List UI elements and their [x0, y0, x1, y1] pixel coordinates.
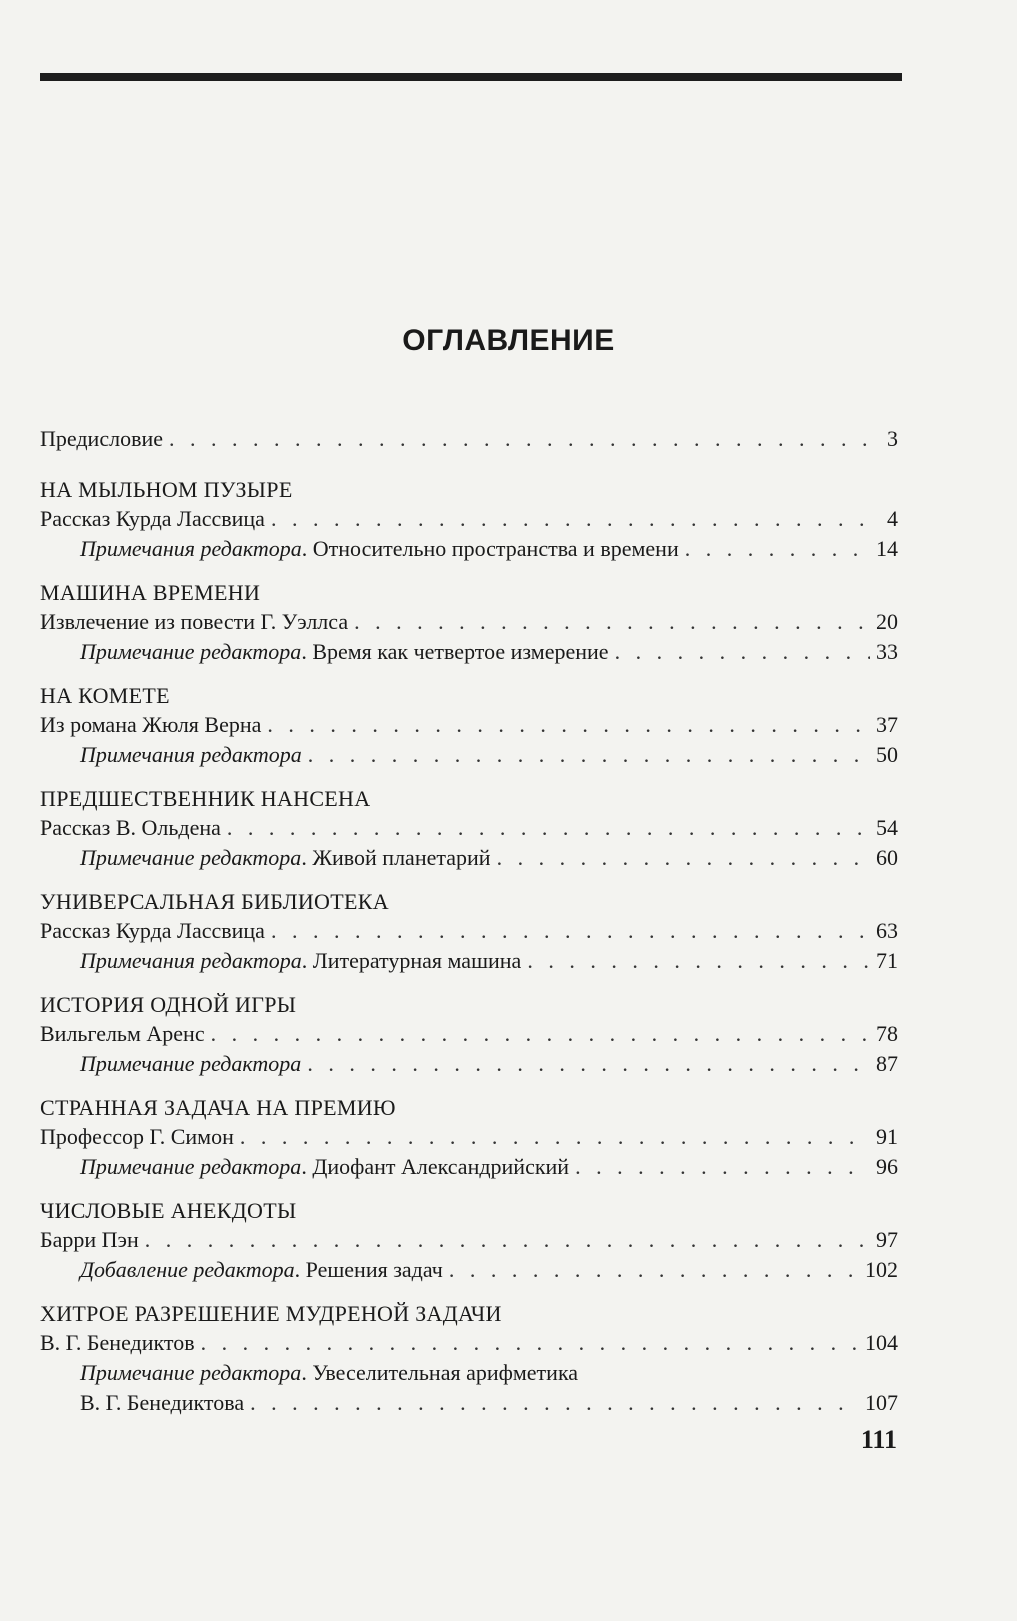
- entry-title: Из романа Жюля Верна: [40, 712, 262, 737]
- dot-leader: [201, 1328, 859, 1358]
- entry-title: Вильгельм Аренс: [40, 1021, 205, 1046]
- entry-page: 102: [865, 1257, 898, 1282]
- note-title: Решения задач: [305, 1257, 443, 1282]
- entry-title: Извлечение из повести Г. Уэллса: [40, 609, 349, 634]
- toc-entry-note[interactable]: [40, 740, 898, 770]
- dot-leader: [145, 1225, 870, 1255]
- section-heading[interactable]: СТРАННАЯ ЗАДАЧА НА ПРЕМИЮ: [40, 1095, 396, 1120]
- entry-page: 97: [876, 1227, 898, 1252]
- editor-note-label: Примечания редактора: [80, 536, 302, 561]
- dot-leader: [575, 1152, 870, 1182]
- toc-entry[interactable]: [40, 607, 898, 637]
- toc-entry-preface[interactable]: [40, 424, 898, 454]
- entry-page: 14: [876, 536, 898, 561]
- note-title: Увеселительная арифметика: [312, 1360, 579, 1385]
- entry-title: [80, 843, 491, 873]
- entry-title: [80, 1049, 301, 1079]
- entry-title: В. Г. Бенедиктова: [80, 1390, 245, 1415]
- editor-note-label: Добавление редактора: [80, 1257, 295, 1282]
- entry-title: [80, 534, 679, 564]
- note-separator: .: [294, 1257, 306, 1282]
- dot-leader: [527, 946, 870, 976]
- section-heading[interactable]: НА МЫЛЬНОМ ПУЗЫРЕ: [40, 477, 293, 502]
- entry-title: [80, 946, 521, 976]
- note-title: Относительно пространства и времени: [312, 536, 679, 561]
- toc-entry[interactable]: [40, 916, 898, 946]
- toc-entry-note[interactable]: [40, 1358, 898, 1388]
- section-heading[interactable]: ПРЕДШЕСТВЕННИК НАНСЕНА: [40, 786, 371, 811]
- dot-leader: [497, 843, 870, 873]
- entry-page: 33: [876, 639, 898, 664]
- editor-note-label: Примечания редактора: [80, 742, 302, 767]
- dot-leader: [271, 916, 870, 946]
- section-heading[interactable]: МАШИНА ВРЕМЕНИ: [40, 580, 261, 605]
- editor-note-label: Примечание редактора: [80, 1154, 302, 1179]
- entry-title: Профессор Г. Симон: [40, 1124, 234, 1149]
- entry-page: 60: [876, 845, 898, 870]
- section-heading[interactable]: ИСТОРИЯ ОДНОЙ ИГРЫ: [40, 992, 297, 1017]
- note-title: Диофант Александрийский: [312, 1154, 570, 1179]
- dot-leader: [271, 504, 872, 534]
- dot-leader: [211, 1019, 870, 1049]
- note-separator: .: [301, 1360, 313, 1385]
- editor-note-label: Примечание редактора: [80, 1051, 302, 1076]
- section-heading[interactable]: ЧИСЛОВЫЕ АНЕКДОТЫ: [40, 1198, 297, 1223]
- entry-page: 87: [876, 1051, 898, 1076]
- toc-sections: [40, 476, 898, 1418]
- entry-page: 71: [876, 948, 898, 973]
- entry-title: В. Г. Бенедиктов: [40, 1330, 195, 1355]
- dot-leader: [685, 534, 870, 564]
- top-rule: [40, 73, 902, 81]
- entry-page: 37: [876, 712, 898, 737]
- section-heading[interactable]: ХИТРОЕ РАЗРЕШЕНИЕ МУДРЕНОЙ ЗАДАЧИ: [40, 1301, 502, 1326]
- entry-title: Рассказ Курда Лассвица: [40, 506, 265, 531]
- entry-page: 3: [887, 426, 898, 451]
- entry-page: 78: [876, 1021, 898, 1046]
- note-title: Литературная машина: [312, 948, 522, 973]
- entry-page: 63: [876, 918, 898, 943]
- dot-leader: [227, 813, 870, 843]
- entry-title: [80, 1358, 578, 1388]
- dot-leader: [267, 710, 870, 740]
- page-number: 111: [860, 1425, 897, 1454]
- entry-title: Рассказ В. Ольдена: [40, 815, 221, 840]
- note-separator: .: [301, 845, 313, 870]
- section-heading[interactable]: НА КОМЕТЕ: [40, 683, 170, 708]
- toc-entry[interactable]: [40, 1122, 898, 1152]
- page-title: ОГЛАВЛЕНИЕ: [402, 324, 615, 357]
- entry-title: [80, 1255, 443, 1285]
- entry-title: Барри Пэн: [40, 1227, 139, 1252]
- editor-note-label: Примечание редактора: [80, 639, 302, 664]
- toc-entry-note[interactable]: [40, 637, 898, 667]
- note-separator: .: [301, 536, 313, 561]
- dot-leader: [615, 637, 870, 667]
- entry-title: [80, 1152, 569, 1182]
- toc-entry[interactable]: [40, 504, 898, 534]
- toc-entry-note[interactable]: [40, 1049, 898, 1079]
- entry-page: 20: [876, 609, 898, 634]
- entry-title: Предисловие: [40, 426, 163, 451]
- toc-entry[interactable]: [40, 1328, 898, 1358]
- dot-leader: [449, 1255, 859, 1285]
- toc-entry[interactable]: [40, 710, 898, 740]
- entry-page: 91: [876, 1124, 898, 1149]
- entry-page: 96: [876, 1154, 898, 1179]
- table-of-contents: [40, 424, 898, 1418]
- editor-note-label: Примечания редактора: [80, 948, 302, 973]
- entry-page: 107: [865, 1390, 898, 1415]
- dot-leader: [354, 607, 870, 637]
- toc-entry[interactable]: [40, 813, 898, 843]
- entry-page: 104: [865, 1330, 898, 1355]
- dot-leader: [240, 1122, 870, 1152]
- editor-note-label: Примечание редактора: [80, 845, 302, 870]
- editor-note-label: Примечание редактора: [80, 1360, 302, 1385]
- toc-entry[interactable]: [40, 1019, 898, 1049]
- note-separator: .: [301, 1154, 313, 1179]
- section-heading[interactable]: УНИВЕРСАЛЬНАЯ БИБЛИОТЕКА: [40, 889, 389, 914]
- note-title: Живой планетарий: [312, 845, 491, 870]
- entry-title: [80, 637, 609, 667]
- toc-entry-note[interactable]: [40, 1255, 898, 1285]
- entry-page: 50: [876, 742, 898, 767]
- toc-entry-note[interactable]: [40, 534, 898, 564]
- entry-title: Рассказ Курда Лассвица: [40, 918, 265, 943]
- toc-entry[interactable]: [40, 1225, 898, 1255]
- note-separator: .: [301, 948, 313, 973]
- dot-leader: [307, 1049, 870, 1079]
- toc-entry[interactable]: [40, 1388, 898, 1418]
- entry-title: [80, 740, 302, 770]
- note-separator: .: [301, 639, 313, 664]
- entry-page: 4: [887, 506, 898, 531]
- dot-leader: [169, 424, 872, 454]
- dot-leader: [308, 740, 870, 770]
- toc-entry-note[interactable]: [40, 843, 898, 873]
- toc-entry-note[interactable]: [40, 1152, 898, 1182]
- entry-page: 54: [876, 815, 898, 840]
- dot-leader: [250, 1388, 859, 1418]
- toc-entry-note[interactable]: [40, 946, 898, 976]
- note-title: Время как четвертое измерение: [312, 639, 609, 664]
